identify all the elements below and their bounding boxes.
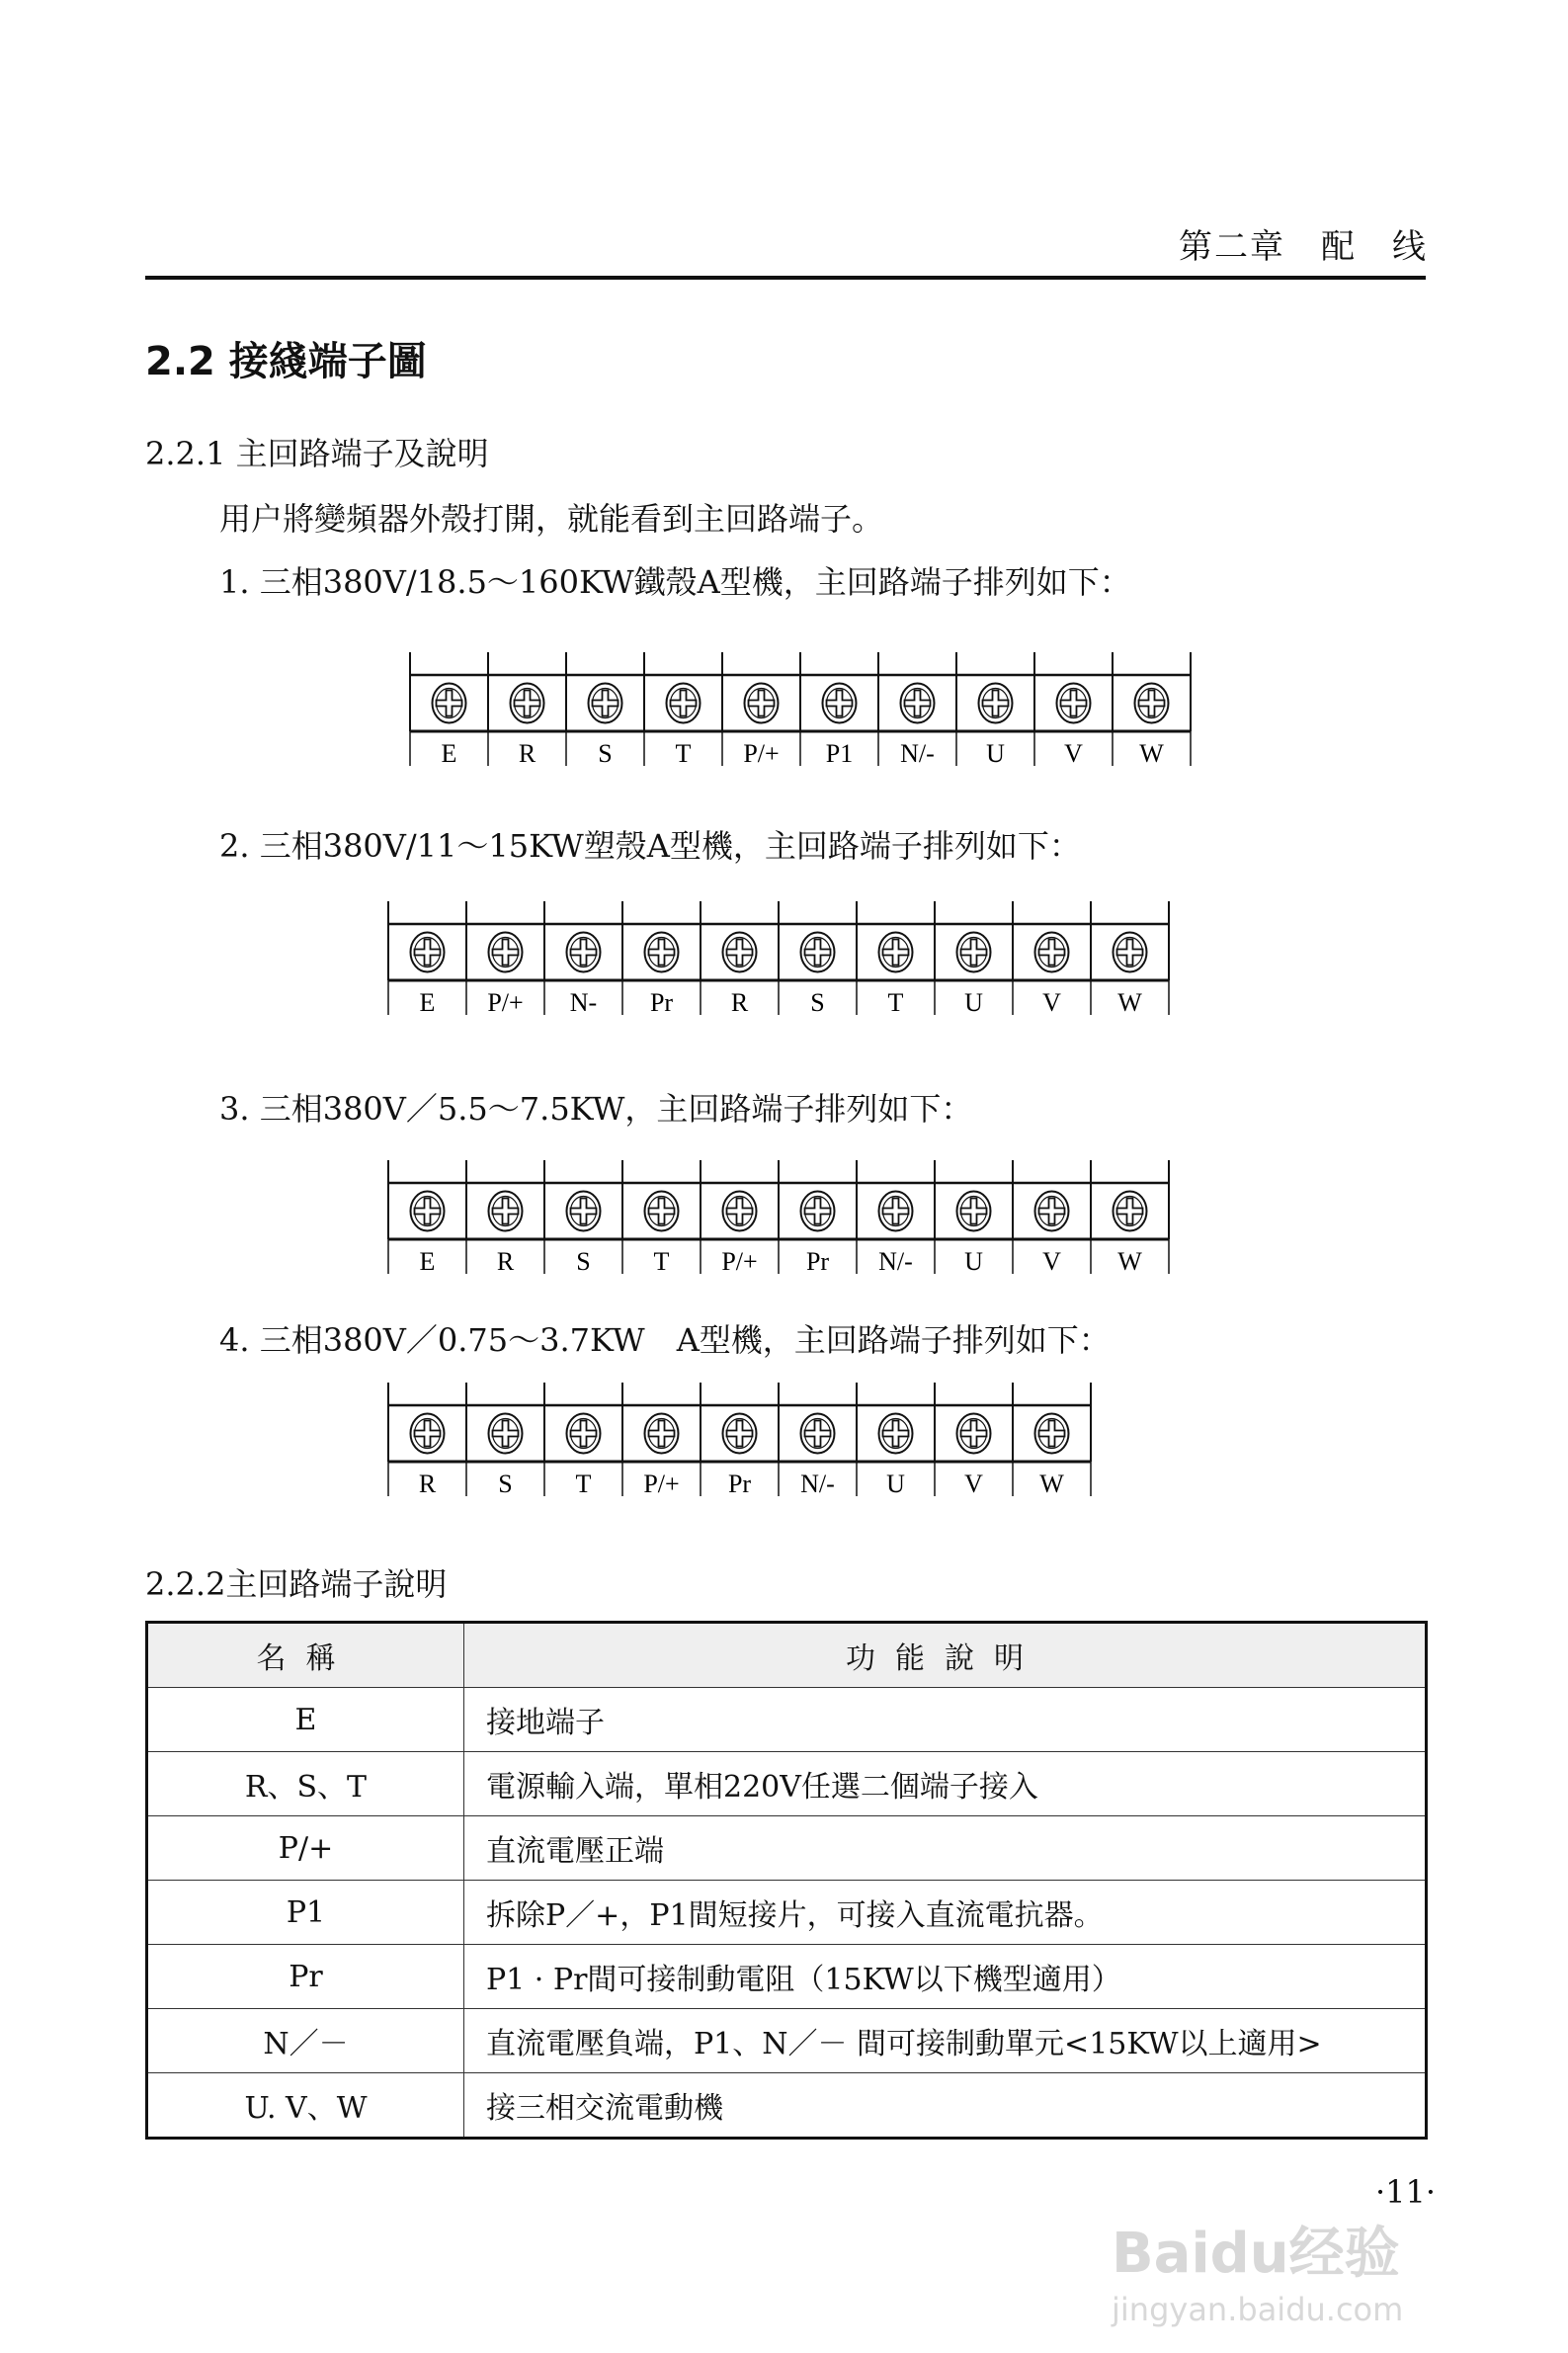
terminal-function: P1 · Pr間可接制動電阻（15KW以下機型適用） (464, 1945, 1427, 2009)
terminal-label: Pr (805, 1247, 830, 1276)
terminal-label: R (518, 739, 536, 768)
table-row (147, 1688, 1427, 1752)
terminal-name: U. V、W (147, 2073, 464, 2139)
terminal-label: V (1042, 988, 1061, 1017)
terminal-screw-icon (957, 1414, 991, 1454)
terminal-screw-icon (957, 933, 991, 972)
terminal-label: R (730, 988, 749, 1017)
terminal-name: R、S、T (147, 1752, 464, 1816)
terminal-label: E (419, 988, 436, 1017)
terminal-strip-3 (378, 1155, 1189, 1284)
terminal-label: W (1117, 1247, 1142, 1276)
terminal-function: 拆除P／+，P1間短接片，可接入直流電抗器。 (464, 1881, 1427, 1945)
subsection2-title: 2.2.2主回路端子說明 (145, 1565, 448, 1603)
terminal-label: P1 (825, 739, 854, 768)
terminal-screw-icon (645, 1414, 679, 1454)
terminal-label: S (576, 1247, 591, 1276)
terminal-screw-icon (433, 684, 466, 723)
section-title: 2.2 接綫端子圖 (145, 339, 427, 384)
terminal-screw-icon (723, 1192, 757, 1231)
strip-caption-4: 4. 三相380V／0.75～3.7KW A型機，主回路端子排列如下： (219, 1321, 1111, 1359)
terminal-label: P/+ (643, 1470, 680, 1498)
terminal-label: U (986, 739, 1005, 768)
terminal-strip-2 (378, 896, 1189, 1025)
terminal-screw-icon (723, 933, 757, 972)
terminal-label: W (1039, 1470, 1064, 1498)
terminal-description-table (145, 1621, 1428, 2140)
watermark-logo: Baidu经验 (1112, 2222, 1400, 2286)
terminal-screw-icon (745, 684, 779, 723)
terminal-label: P/+ (487, 988, 524, 1017)
terminal-screw-icon (723, 1414, 757, 1454)
table-row (147, 1816, 1427, 1881)
strip-caption-2: 2. 三相380V/11～15KW塑殼A型機，主回路端子排列如下： (219, 827, 1081, 865)
table-row (147, 1881, 1427, 1945)
terminal-screw-icon (1035, 933, 1069, 972)
terminal-strip-1 (400, 647, 1210, 776)
terminal-label: T (575, 1470, 592, 1498)
terminal-label: U (886, 1470, 905, 1498)
terminal-label: S (810, 988, 825, 1017)
terminal-screw-icon (667, 684, 701, 723)
terminal-label: U (964, 988, 983, 1017)
terminal-label: E (419, 1247, 436, 1276)
terminal-screw-icon (1035, 1414, 1069, 1454)
terminal-label: R (418, 1470, 437, 1498)
strip-caption-3: 3. 三相380V／5.5～7.5KW，主回路端子排列如下： (219, 1090, 973, 1128)
terminal-label: W (1117, 988, 1142, 1017)
terminal-label: N/- (878, 1247, 913, 1276)
terminal-screw-icon (801, 933, 835, 972)
header-rule (145, 276, 1426, 280)
terminal-screw-icon (511, 684, 544, 723)
terminal-screw-icon (1114, 1192, 1147, 1231)
terminal-screw-icon (411, 1414, 445, 1454)
terminal-label: P/+ (721, 1247, 758, 1276)
terminal-label: V (1064, 739, 1083, 768)
terminal-screw-icon (901, 684, 935, 723)
terminal-screw-icon (957, 1192, 991, 1231)
terminal-screw-icon (589, 684, 622, 723)
terminal-name: P/+ (147, 1816, 464, 1881)
terminal-screw-icon (411, 933, 445, 972)
terminal-label: Pr (649, 988, 674, 1017)
terminal-label: N/- (800, 1470, 835, 1498)
terminal-name: Pr (147, 1945, 464, 2009)
subsection-title: 2.2.1 主回路端子及說明 (145, 435, 489, 472)
terminal-screw-icon (1035, 1192, 1069, 1231)
terminal-function: 直流電壓正端 (464, 1816, 1427, 1881)
intro-text: 用户將變頻器外殼打開，就能看到主回路端子。 (219, 500, 884, 538)
terminal-label: R (496, 1247, 515, 1276)
watermark-url: jingyan.baidu.com (1112, 2291, 1404, 2328)
terminal-function: 接地端子 (464, 1688, 1427, 1752)
terminal-function: 電源輸入端，單相220V任選二個端子接入 (464, 1752, 1427, 1816)
terminal-screw-icon (979, 684, 1013, 723)
terminal-label: W (1139, 739, 1164, 768)
terminal-label: V (1042, 1247, 1061, 1276)
terminal-screw-icon (489, 1414, 523, 1454)
terminal-screw-icon (801, 1192, 835, 1231)
terminal-label: T (887, 988, 904, 1017)
table-row (147, 2073, 1427, 2139)
terminal-label: N/- (900, 739, 935, 768)
terminal-label: Pr (727, 1470, 752, 1498)
terminal-label: U (964, 1247, 983, 1276)
terminal-name: P1 (147, 1881, 464, 1945)
terminal-screw-icon (1135, 684, 1169, 723)
terminal-function: 接三相交流電動機 (464, 2073, 1427, 2139)
table-row (147, 1945, 1427, 2009)
terminal-screw-icon (801, 1414, 835, 1454)
terminal-screw-icon (567, 1192, 601, 1231)
table-row (147, 1752, 1427, 1816)
terminal-screw-icon (567, 933, 601, 972)
header-function: 功能說明 (464, 1623, 1427, 1688)
terminal-screw-icon (879, 1192, 913, 1231)
terminal-screw-icon (1057, 684, 1091, 723)
table-row (147, 2009, 1427, 2073)
terminal-label: T (675, 739, 692, 768)
terminal-label: N- (569, 988, 598, 1017)
terminal-label: V (964, 1470, 983, 1498)
terminal-screw-icon (645, 1192, 679, 1231)
terminal-screw-icon (1114, 933, 1147, 972)
terminal-screw-icon (645, 933, 679, 972)
terminal-screw-icon (489, 1192, 523, 1231)
terminal-screw-icon (823, 684, 857, 723)
terminal-screw-icon (567, 1414, 601, 1454)
strip-caption-1: 1. 三相380V/18.5～160KW鐵殼A型機，主回路端子排列如下： (219, 563, 1131, 601)
terminal-screw-icon (879, 1414, 913, 1454)
terminal-screw-icon (879, 933, 913, 972)
chapter-header: 第二章 配 线 (1179, 227, 1428, 267)
terminal-label: S (498, 1470, 513, 1498)
terminal-label: E (441, 739, 457, 768)
terminal-label: S (598, 739, 613, 768)
terminal-screw-icon (489, 933, 523, 972)
page-number: ·11· (1375, 2173, 1437, 2211)
terminal-function: 直流電壓負端，P1、N／－ 間可接制動單元<15KW以上適用> (464, 2009, 1427, 2073)
terminal-label: P/+ (743, 739, 780, 768)
header-name: 名稱 (147, 1623, 464, 1688)
terminal-name: E (147, 1688, 464, 1752)
terminal-strip-4 (378, 1378, 1189, 1506)
terminal-name: N／－ (147, 2009, 464, 2073)
terminal-screw-icon (411, 1192, 445, 1231)
terminal-label: T (653, 1247, 670, 1276)
